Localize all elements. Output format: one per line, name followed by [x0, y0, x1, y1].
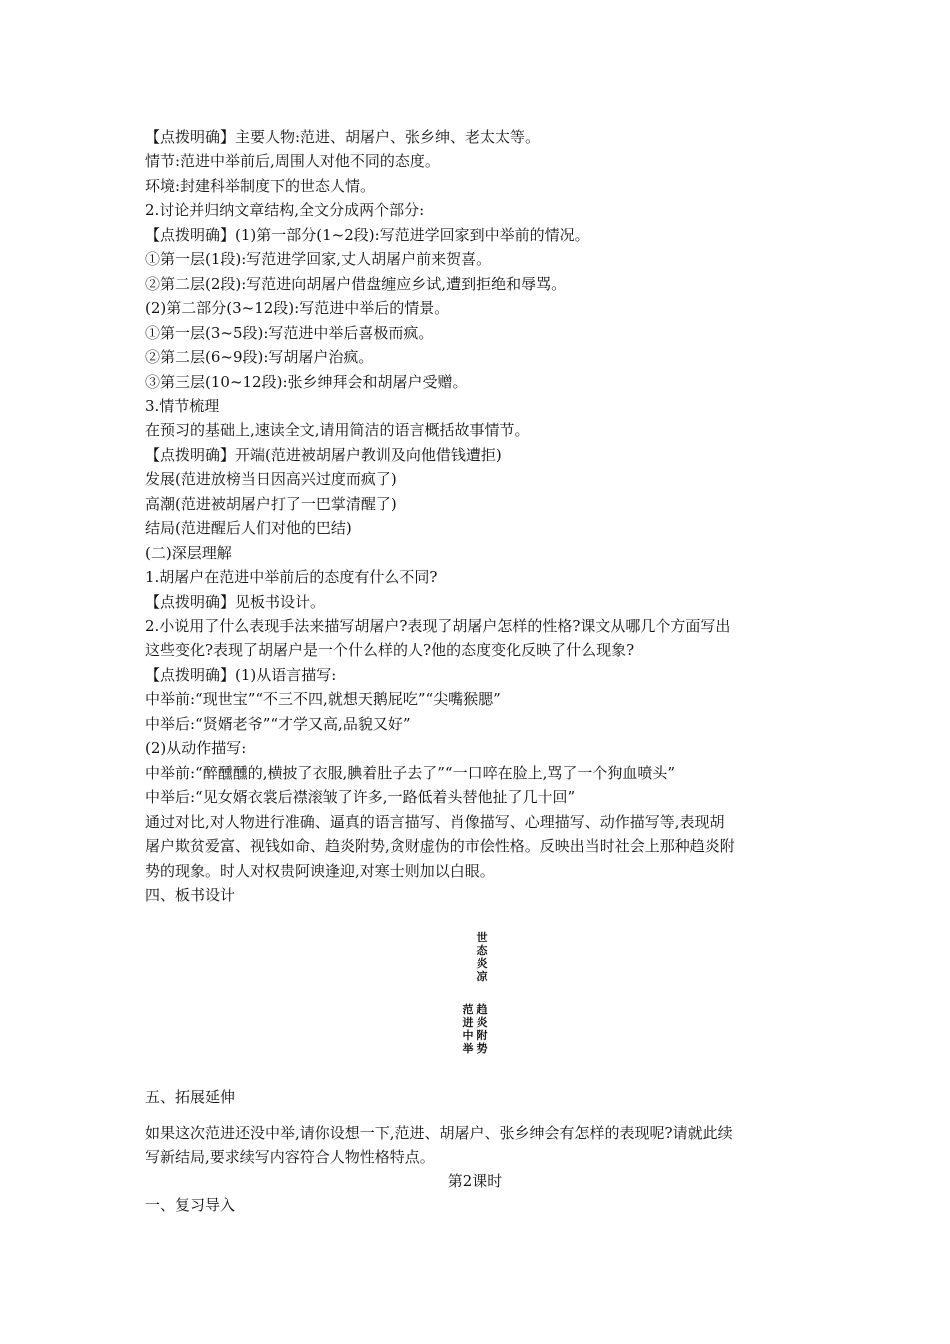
board-column-left: [462, 1003, 474, 1055]
text-line: 发展(范进放榜当日因高兴过度而疯了): [145, 470, 397, 489]
text-line: 3.情节梳理: [145, 396, 220, 415]
text-line: 环境:封建科举制度下的世态人情。: [145, 176, 376, 195]
board-title-char: 世: [476, 931, 488, 944]
paragraph-line: 如果这次范进还没中举,请你设想一下,范进、胡屠户、张乡绅会有怎样的表现呢?请就此续: [145, 1124, 733, 1142]
text-line: ①第一层(3~5段):写范进中举后喜极而疯。: [145, 323, 434, 342]
text-line: (二)深层理解: [145, 543, 232, 562]
text-line: 结局(范进醒后人们对他的巴结): [145, 519, 352, 538]
board-title-char: 态: [476, 944, 488, 957]
text-line: (2)第二部分(3~12段):写范进中举后的情景。: [145, 299, 450, 318]
text-line: 【点拨明确】(1)从语言描写:: [145, 665, 337, 684]
board-left-char: 中: [462, 1029, 474, 1042]
text-line: ①第一层(1段):写范进学回家,丈人胡屠户前来贺喜。: [145, 250, 492, 269]
text-line: 中举后:“见女婿衣裳后襟滚皱了许多,一路低着头替他扯了几十回”: [145, 788, 576, 807]
text-line: 势的现象。时人对权贵阿谀逢迎,对寒士则加以白眼。: [145, 861, 495, 880]
section-heading-extension: 五、拓展延伸: [145, 1088, 236, 1106]
board-right-char: 炎: [476, 1016, 488, 1029]
text-line: ③第三层(10~12段):张乡绅拜会和胡屠户受赠。: [145, 372, 468, 391]
text-line: 1.胡屠户在范进中举前后的态度有什么不同?: [145, 568, 438, 587]
board-title-vertical: [476, 931, 488, 983]
text-line: 四、板书设计: [145, 885, 236, 904]
text-line: 【点拨明确】开端(范进被胡屠户教训及向他借钱遭拒): [145, 445, 502, 464]
paragraph-line: 写新结局,要求续写内容符合人物性格特点。: [145, 1148, 435, 1166]
lesson-title: 第2课时: [447, 1172, 503, 1190]
text-line: 在预习的基础上,速读全文,请用简洁的语言概括故事情节。: [145, 421, 530, 440]
text-line: ②第二层(2段):写范进向胡屠户借盘缠应乡试,遭到拒绝和辱骂。: [145, 274, 567, 293]
text-line: 情节:范进中举前后,周围人对他不同的态度。: [145, 152, 440, 171]
text-line: 中举后:“贤婿老爷”“才学又高,品貌又好”: [145, 714, 411, 733]
text-line: 通过对比,对人物进行准确、逼真的语言描写、肖像描写、心理描写、动作描写等,表现胡: [145, 812, 725, 831]
text-line: 屠户欺贫爱富、视钱如命、趋炎附势,贪财虚伪的市侩性格。反映出当时社会上那种趋炎附: [145, 837, 735, 855]
section-heading-review: 一、复习导入: [145, 1196, 236, 1214]
board-title-char: 凉: [476, 970, 488, 983]
text-line: 【点拨明确】(1)第一部分(1~2段):写范进学回家到中举前的情况。: [145, 225, 590, 244]
board-left-char: 范: [462, 1003, 474, 1016]
text-line: (2)从动作描写:: [145, 739, 247, 758]
text-line: 这些变化?表现了胡屠户是一个什么样的人?他的态度变化反映了什么现象?: [145, 641, 635, 660]
text-line: 【点拨明确】主要人物:范进、胡屠户、张乡绅、老太太等。: [145, 128, 541, 146]
board-right-char: 附: [476, 1029, 488, 1042]
text-line: 【点拨明确】见板书设计。: [145, 592, 326, 611]
text-line: 2.小说用了什么表现手法来描写胡屠户?表现了胡屠户怎样的性格?课文从哪几个方面写出: [145, 617, 731, 635]
board-left-char: 举: [462, 1042, 474, 1055]
text-line: ②第二层(6~9段):写胡屠户治疯。: [145, 348, 374, 366]
board-left-char: 进: [462, 1016, 474, 1029]
board-column-right: [476, 1003, 488, 1055]
board-title-char: 炎: [476, 957, 488, 970]
text-line: 中举前:“现世宝”“不三不四,就想天鹅屁吃”“尖嘴猴腮”: [145, 690, 501, 709]
board-right-char: 趋: [476, 1003, 488, 1016]
board-right-char: 势: [476, 1042, 488, 1055]
text-line: 中举前:“醉醺醺的,横披了衣服,腆着肚子去了”“一口啐在脸上,骂了一个狗血喷头”: [145, 763, 676, 782]
text-line: 高潮(范进被胡屠户打了一巴掌清醒了): [145, 494, 397, 513]
text-line: 2.讨论并归纳文章结构,全文分成两个部分:: [145, 201, 425, 220]
